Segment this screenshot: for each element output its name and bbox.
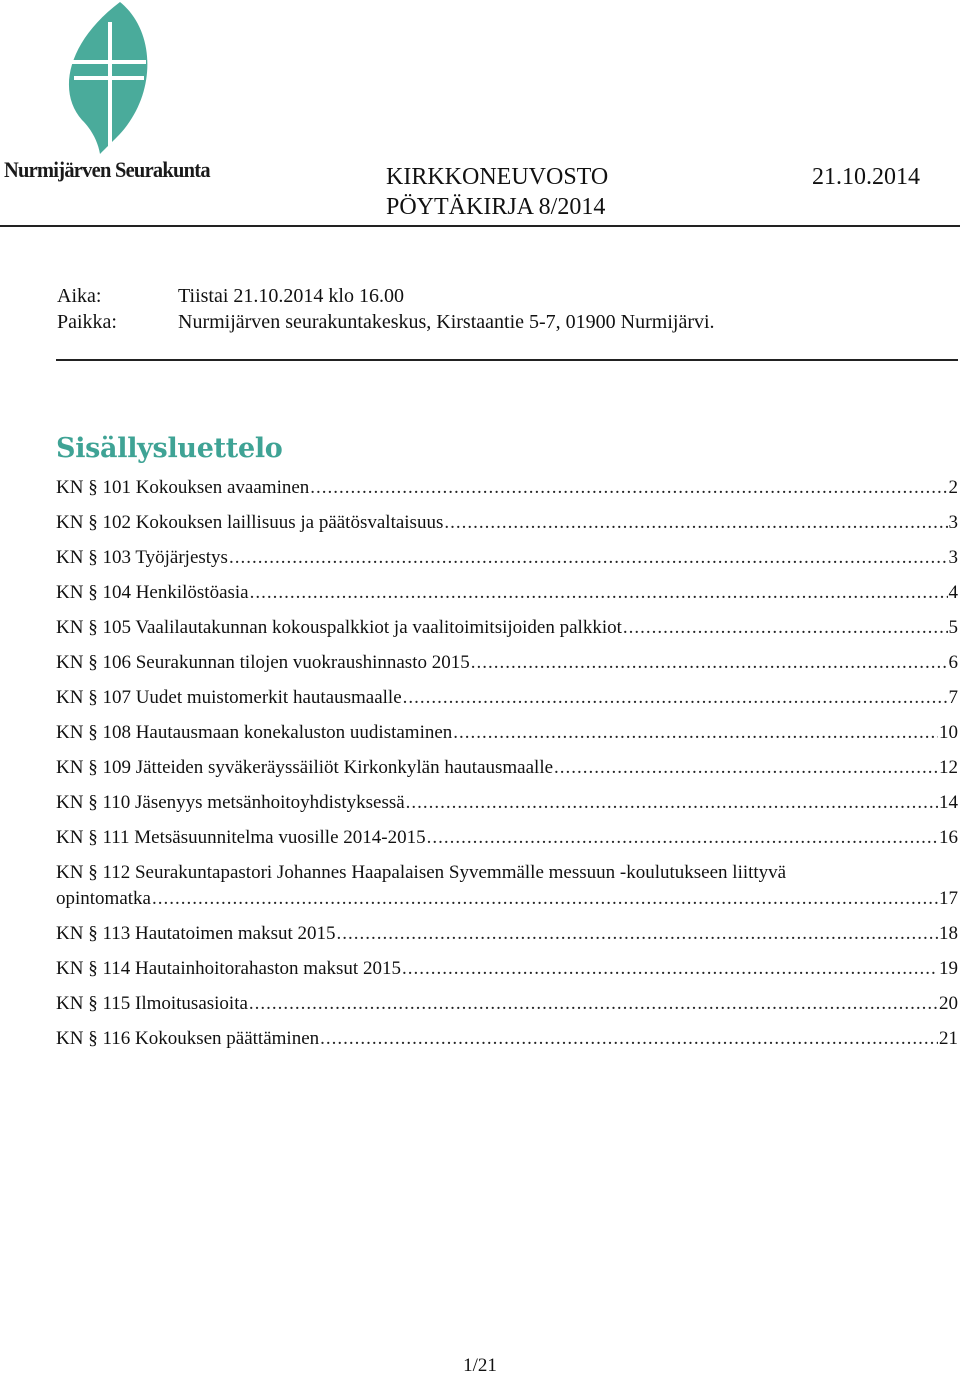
parish-name: Nurmijärven Seurakunta	[4, 157, 210, 182]
toc-item[interactable]: KN § 115 Ilmoitusasioita ..... 20	[56, 991, 958, 1017]
toc-item[interactable]: opintomatka ..... 17	[56, 886, 958, 912]
toc-item[interactable]: KN § 103 Työjärjestys ..... 3	[56, 545, 958, 571]
time-value: Tiistai 21.10.2014 klo 16.00	[178, 285, 404, 307]
toc-item[interactable]: KN § 111 Metsäsuunnitelma vuosille 2014-2015 ..... 16	[56, 825, 958, 851]
toc-heading: Sisällysluettelo	[56, 433, 283, 464]
toc-item[interactable]: KN § 107 Uudet muistomerkit hautausmaalle ..... 7	[56, 685, 958, 711]
page-number: 1/21	[463, 1355, 497, 1376]
toc-item[interactable]: KN § 106 Seurakunnan tilojen vuokraushinnasto 2015 ..... 6	[56, 650, 958, 676]
toc-item[interactable]: KN § 101 Kokouksen avaaminen ..... 2	[56, 475, 958, 501]
document-subtitle: PÖYTÄKIRJA 8/2014	[386, 194, 606, 220]
place-label: Paikka:	[57, 311, 117, 333]
leaf-cross-icon	[62, 2, 152, 154]
toc-item[interactable]: KN § 109 Jätteiden syväkeräyssäiliöt Kirkonkylän hautausmaalle ..... 12	[56, 755, 958, 781]
place-value: Nurmijärven seurakuntakeskus, Kirstaantie 5-7, 01900 Nurmijärvi.	[178, 311, 715, 333]
toc-item[interactable]: KN § 108 Hautausmaan konekaluston uudistaminen ..... 10	[56, 720, 958, 746]
toc-item[interactable]: KN § 104 Henkilöstöasia ..... 4	[56, 580, 958, 606]
section-divider	[56, 359, 958, 361]
document-date: 21.10.2014	[812, 164, 920, 190]
header-divider	[0, 225, 960, 227]
toc-item[interactable]: KN § 110 Jäsenyys metsänhoitoyhdistyksessä ..... 14	[56, 790, 958, 816]
toc-item[interactable]: KN § 116 Kokouksen päättäminen ..... 21	[56, 1026, 958, 1052]
toc-item[interactable]: KN § 114 Hautainhoitorahaston maksut 2015 ..... 19	[56, 956, 958, 982]
toc-item[interactable]: KN § 102 Kokouksen laillisuus ja päätösvaltaisuus ..... 3	[56, 510, 958, 536]
document-title: KIRKKONEUVOSTO	[386, 164, 609, 190]
parish-logo	[0, 0, 215, 190]
toc-item[interactable]: KN § 113 Hautatoimen maksut 2015 ..... 18	[56, 921, 958, 947]
toc-item[interactable]: KN § 105 Vaalilautakunnan kokouspalkkiot ja vaalitoimitsijoiden palkkiot ..... 5	[56, 615, 958, 641]
toc-item-line1[interactable]: KN § 112 Seurakuntapastori Johannes Haapalaisen Syvemmälle messuun -koulutukseen liittyvä	[56, 862, 787, 883]
time-label: Aika:	[57, 285, 102, 307]
